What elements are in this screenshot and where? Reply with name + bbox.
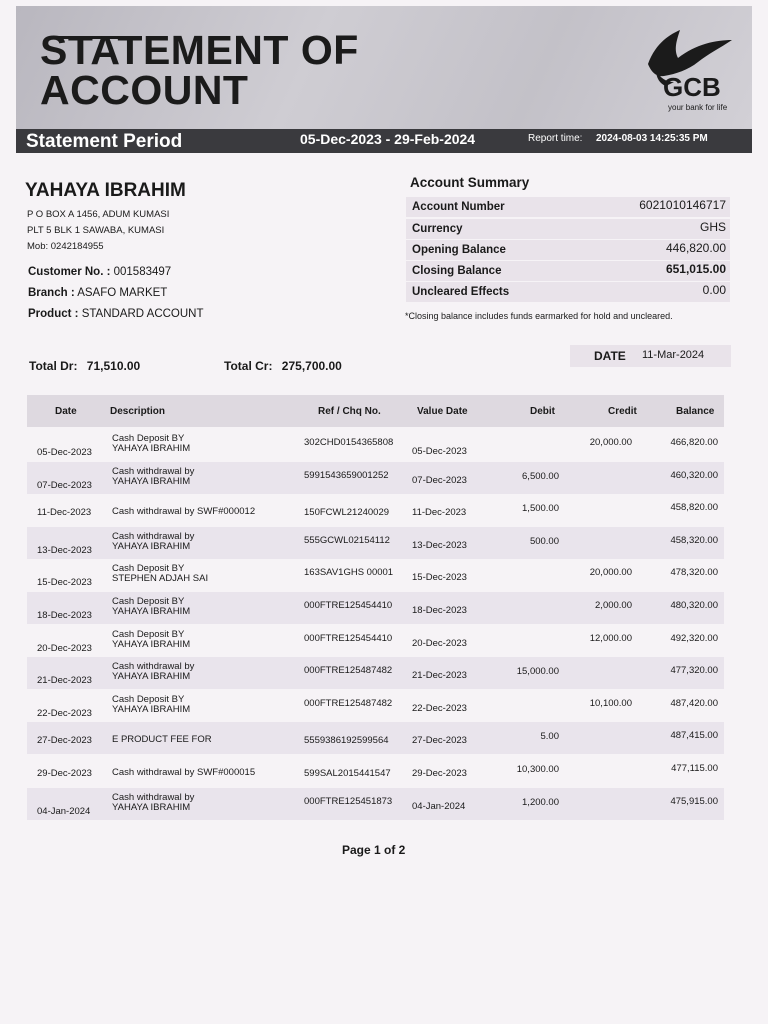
customer-name: YAHAYA IBRAHIM [25,180,186,201]
summary-row [406,219,730,239]
row-date: 11-Dec-2023 [37,507,92,519]
row-description: Cash withdrawal by [112,661,195,673]
row-description: Cash withdrawal by SWF#000012 [112,506,256,518]
summary-label: Account Number [412,201,505,213]
summary-value: 446,820.00 [665,241,726,255]
row-ref: 000FTRE125454410 [304,632,393,644]
row-ref: 000FTRE125487482 [304,665,393,677]
row-debit: 15,000.00 [516,666,559,678]
total-credit-value: 275,700.00 [281,359,342,373]
table-row [27,690,724,722]
row-debit: 5.00 [540,731,559,743]
row-date: 22-Dec-2023 [37,707,92,719]
table-row [27,657,724,689]
row-description: Cash withdrawal by [112,791,195,803]
summary-row [406,240,730,260]
row-balance: 466,820.00 [670,437,718,448]
summary-label: Uncleared Effects [412,286,510,298]
report-time-value: 2024-08-03 14:25:35 PM [596,133,708,144]
row-description-line-2: YAHAYA IBRAHIM [112,801,191,813]
total-credit [224,359,342,373]
summary-value: 651,015.00 [665,262,726,276]
row-date: 04-Jan-2024 [37,805,91,817]
row-description-line-2: STEPHEN ADJAH SAI [112,573,209,585]
row-description-line-2: YAHAYA IBRAHIM [112,638,191,650]
summary-label: Closing Balance [412,265,502,277]
customer-number-label: Customer No. : [28,266,111,278]
row-ref: 599SAL2015441547 [304,768,391,779]
row-date: 15-Dec-2023 [37,577,92,589]
row-debit: 1,200.00 [522,796,559,808]
row-date: 18-Dec-2023 [37,610,92,621]
header-balance: Balance [676,406,715,417]
statement-period-label: Statement Period [26,131,183,152]
title-line-2: ACCOUNT [40,67,249,113]
row-description: Cash withdrawal by SWF#000015 [112,767,256,778]
product-label: Product : [28,308,79,320]
row-date: 05-Dec-2023 [37,447,92,458]
row-value-date: 21-Dec-2023 [412,670,467,682]
row-description-line-2: YAHAYA IBRAHIM [112,671,191,683]
row-credit: 2,000.00 [595,600,632,611]
row-date: 13-Dec-2023 [37,544,92,556]
closing-balance-note: *Closing balance includes funds earmarked for hold and uncleared. [405,311,673,321]
report-time-label: Report time: [528,133,583,144]
row-credit: 12,000.00 [589,632,632,644]
row-debit: 6,500.00 [522,470,559,482]
row-ref: 000FTRE125451873 [304,795,393,807]
total-debit-value: 71,510.00 [86,359,141,373]
statement-date-value: 11-Mar-2024 [642,349,705,361]
table-row [27,625,724,657]
customer-mobile: Mob: 0242184955 [27,241,104,252]
branch-label: Branch : [28,287,75,299]
row-value-date: 07-Dec-2023 [412,474,467,486]
row-description: Cash Deposit BY [112,563,185,575]
table-row [27,559,724,591]
row-balance: 477,320.00 [670,665,718,677]
row-value-date: 15-Dec-2023 [412,572,467,584]
row-date: 27-Dec-2023 [37,735,92,747]
row-balance: 487,415.00 [670,730,718,742]
customer-address-line-2: PLT 5 BLK 1 SAWABA, KUMASI [27,225,165,236]
total-debit-label: Total Dr: [29,359,78,373]
statement-date-box [570,345,731,367]
summary-label: Opening Balance [412,244,506,256]
statement-period-bar [16,129,752,153]
row-date: 20-Dec-2023 [37,642,92,654]
row-balance: 492,320.00 [670,632,718,644]
row-balance: 475,915.00 [670,795,718,807]
bank-tagline: your bank for life [668,103,728,112]
row-balance: 487,420.00 [670,697,718,709]
statement-header [16,6,752,129]
row-value-date: 04-Jan-2024 [412,800,466,812]
row-credit: 20,000.00 [589,437,632,448]
header-debit: Debit [530,406,555,417]
table-row [27,592,724,624]
row-debit: 1,500.00 [522,503,559,515]
row-credit: 10,100.00 [589,697,632,709]
row-description-line-2: YAHAYA IBRAHIM [112,606,191,617]
total-credit-label: Total Cr: [224,359,273,373]
row-debit: 500.00 [529,535,559,547]
row-ref: 302CHD0154365808 [304,437,394,448]
branch-value: ASAFO MARKET [77,287,168,299]
row-balance: 458,320.00 [670,534,718,546]
row-date: 21-Dec-2023 [37,675,92,687]
row-description-line-2: YAHAYA IBRAHIM [112,443,191,454]
bank-logo-text: GCB [663,72,721,102]
row-ref: 150FCWL21240029 [304,507,390,519]
summary-value: GHS [699,220,726,234]
product-value: STANDARD ACCOUNT [81,308,204,320]
row-description: Cash Deposit BY [112,693,185,705]
summary-label: Currency [412,223,463,235]
row-value-date: 22-Dec-2023 [412,702,467,714]
row-balance: 478,320.00 [670,567,718,579]
account-summary-title: Account Summary [410,175,530,190]
row-description: Cash Deposit BY [112,596,185,607]
row-description: E PRODUCT FEE FOR [112,734,212,746]
table-row [27,788,724,820]
row-description: Cash Deposit BY [112,628,185,640]
table-row [27,429,724,461]
row-balance: 480,320.00 [670,600,718,611]
total-debit [29,359,140,373]
row-ref: 000FTRE125454410 [304,600,393,611]
header-date: Date [55,406,77,417]
header-value-date: Value Date [417,406,468,417]
customer-branch [28,287,167,299]
row-description-line-2: YAHAYA IBRAHIM [112,540,191,552]
summary-value: 0.00 [702,283,726,297]
statement-title [40,27,359,113]
row-date: 29-Dec-2023 [37,768,92,779]
row-ref: 000FTRE125487482 [304,697,393,709]
page-number: Page 1 of 2 [342,843,406,857]
row-description-line-2: YAHAYA IBRAHIM [112,703,191,715]
summary-value: 6021010146717 [639,198,726,212]
row-description: Cash withdrawal by [112,530,195,542]
row-value-date: 18-Dec-2023 [412,605,467,616]
header-credit: Credit [608,406,637,417]
row-balance: 460,320.00 [670,469,718,481]
row-debit: 10,300.00 [516,764,559,775]
header-ref: Ref / Chq No. [318,406,381,417]
table-row [27,755,724,787]
summary-row [406,282,730,302]
table-row [27,494,724,526]
header-description: Description [110,406,166,417]
row-value-date: 05-Dec-2023 [412,446,467,457]
row-value-date: 27-Dec-2023 [412,735,467,747]
statement-period-range: 05-Dec-2023 - 29-Feb-2024 [300,131,476,147]
row-ref: 5991543659001252 [304,469,389,481]
row-description: Cash withdrawal by [112,465,195,477]
row-balance: 458,820.00 [670,502,718,514]
customer-number [28,266,171,278]
customer-address-line-1: P O BOX A 1456, ADUM KUMASI [27,209,170,220]
row-value-date: 11-Dec-2023 [412,507,467,519]
row-date: 07-Dec-2023 [37,479,92,491]
transactions-table-header [27,395,724,427]
row-credit: 20,000.00 [589,567,632,579]
row-value-date: 29-Dec-2023 [412,768,467,779]
row-ref: 163SAV1GHS 00001 [304,567,394,579]
row-ref: 5559386192599564 [304,735,389,747]
row-value-date: 13-Dec-2023 [412,539,467,551]
summary-row [406,197,730,217]
row-value-date: 20-Dec-2023 [412,637,467,649]
row-description-line-2: YAHAYA IBRAHIM [112,475,191,487]
title-line-1: STATEMENT OF [40,27,359,73]
row-balance: 477,115.00 [671,763,718,774]
customer-product [28,308,204,320]
row-description: Cash Deposit BY [112,433,185,444]
statement-date-label: DATE [594,349,626,363]
customer-number-value: 001583497 [113,266,172,278]
row-ref: 555GCWL02154112 [304,534,390,546]
table-row [27,462,724,494]
summary-row [406,261,730,281]
table-row [27,722,724,754]
table-row [27,527,724,559]
